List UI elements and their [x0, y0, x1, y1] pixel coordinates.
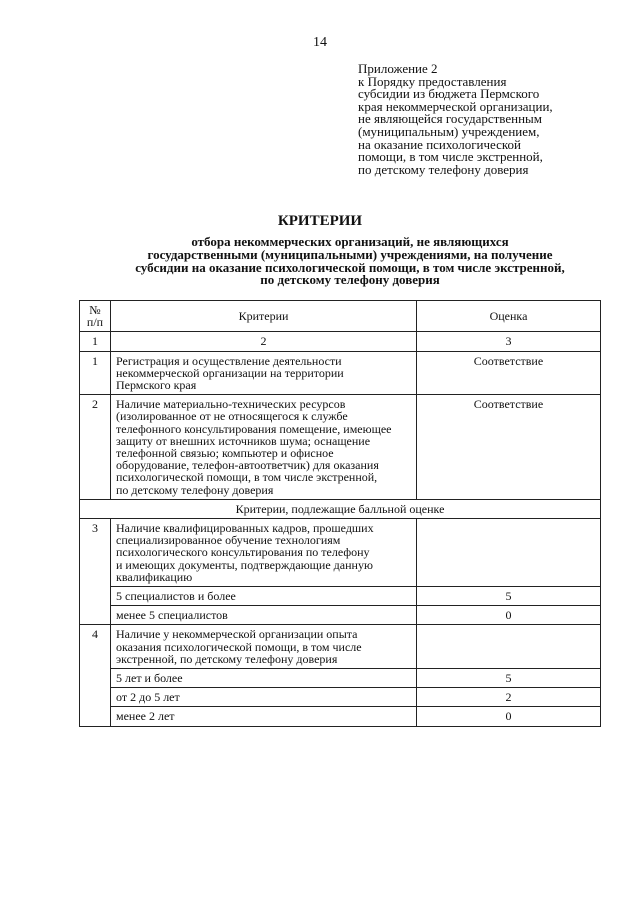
header-number-line: п/п: [86, 315, 104, 330]
criteria-line: оказания психологической помощи, в том числе: [116, 639, 362, 654]
table-row: [80, 351, 601, 395]
option-row: [80, 669, 601, 688]
criteria-line: по детскому телефону доверия: [116, 482, 274, 497]
criteria-line: телефонного консультирования помещение, имеющее: [116, 421, 392, 436]
section-row: [80, 499, 601, 518]
row-score: Соответствие: [417, 351, 601, 395]
appendix-block: [358, 63, 608, 176]
criteria-line: оборудование, телефон-автоответчик) для оказания: [116, 458, 379, 473]
row-score: Соответствие: [417, 395, 601, 500]
criteria-line: психологического консультирования по телефону: [116, 545, 370, 560]
row-number: 1: [80, 351, 111, 395]
document-subtitle: [100, 236, 600, 287]
option-row: [80, 587, 601, 606]
option-score: 0: [417, 707, 601, 726]
criteria-line: защиту от внешних источников шума; оснащение: [116, 433, 371, 448]
table-row: [80, 625, 601, 669]
section-title: Критерии, подлежащие балльной оценке: [80, 499, 601, 518]
criteria-line: и имеющих документы, подтверждающие данную: [116, 557, 373, 572]
row-score-empty: [417, 519, 601, 587]
criteria-line: специализированное обучение технологиям: [116, 533, 341, 548]
criteria-line: психологической помощи, в том числе экстренной,: [116, 470, 378, 485]
option-score: 5: [417, 669, 601, 688]
option-label: от 2 до 5 лет: [111, 688, 417, 707]
option-row: [80, 688, 601, 707]
row-criteria: [111, 519, 417, 587]
document-title: КРИТЕРИИ: [277, 213, 363, 229]
appendix-line: субсидии из бюджета Пермского: [358, 86, 540, 102]
criteria-line: Наличие материально-технических ресурсов: [116, 397, 346, 412]
appendix-line: (муниципальным) учреждением,: [358, 123, 540, 139]
column-numbers-row: [80, 332, 601, 351]
page-number: 14: [313, 35, 327, 50]
option-score: 2: [417, 688, 601, 707]
row-number: 2: [80, 395, 111, 500]
appendix-line: к Порядку предоставления: [358, 73, 507, 89]
header-criteria: Критерии: [111, 301, 417, 332]
criteria-line: экстренной, по детскому телефону доверия: [116, 651, 338, 666]
row-number: 3: [80, 519, 111, 625]
header-score: Оценка: [417, 301, 601, 332]
criteria-line: Наличие квалифицированных кадров, прошедших: [116, 521, 374, 536]
subtitle-line: отбора некоммерческих организаций, не являющихся: [191, 234, 509, 249]
colnum-2: 2: [111, 332, 417, 351]
criteria-line: некоммерческой организации на территории: [116, 365, 344, 380]
criteria-line: Регистрация и осуществление деятельности: [116, 353, 342, 368]
criteria-table: [79, 300, 601, 727]
appendix-line: Приложение 2: [358, 61, 438, 76]
appendix-line: на оказание психологической: [358, 136, 522, 152]
colnum-3: 3: [417, 332, 601, 351]
row-criteria: [111, 625, 417, 669]
table-row: [80, 519, 601, 587]
table-row: [80, 395, 601, 500]
row-number: 4: [80, 625, 111, 726]
row-criteria: [111, 351, 417, 395]
criteria-line: квалификацию: [116, 569, 193, 584]
table-header-row: [80, 301, 601, 332]
option-label: 5 лет и более: [111, 669, 417, 688]
appendix-line: края некоммерческой организации,: [358, 98, 553, 114]
subtitle-line: по детскому телефону доверия: [260, 272, 440, 288]
option-row: [80, 707, 601, 726]
option-score: 5: [417, 587, 601, 606]
criteria-line: Пермского края: [116, 378, 197, 393]
colnum-1: 1: [80, 332, 111, 351]
subtitle-line: субсидии на оказание психологической помощи, в том числе экстренной,: [135, 259, 565, 275]
criteria-line: телефонной связью; компьютер и офисное: [116, 446, 334, 461]
header-number: [80, 301, 111, 332]
row-criteria: [111, 395, 417, 500]
option-label: 5 специалистов и более: [111, 587, 417, 606]
criteria-line: Наличие у некоммерческой организации опыта: [116, 627, 358, 642]
option-label: менее 5 специалистов: [111, 606, 417, 625]
header-number-line: №: [89, 303, 101, 317]
option-row: [80, 606, 601, 625]
option-score: 0: [417, 606, 601, 625]
row-score-empty: [417, 625, 601, 669]
appendix-line: по детскому телефону доверия: [358, 161, 529, 177]
option-label: менее 2 лет: [111, 707, 417, 726]
criteria-line: (изолированное от не относящегося к службе: [116, 409, 348, 424]
subtitle-line: государственными (муниципальными) учреждениями, на получение: [147, 246, 553, 262]
appendix-line: не являющейся государственным: [358, 111, 542, 127]
appendix-line: помощи, в том числе экстренной,: [358, 149, 543, 165]
